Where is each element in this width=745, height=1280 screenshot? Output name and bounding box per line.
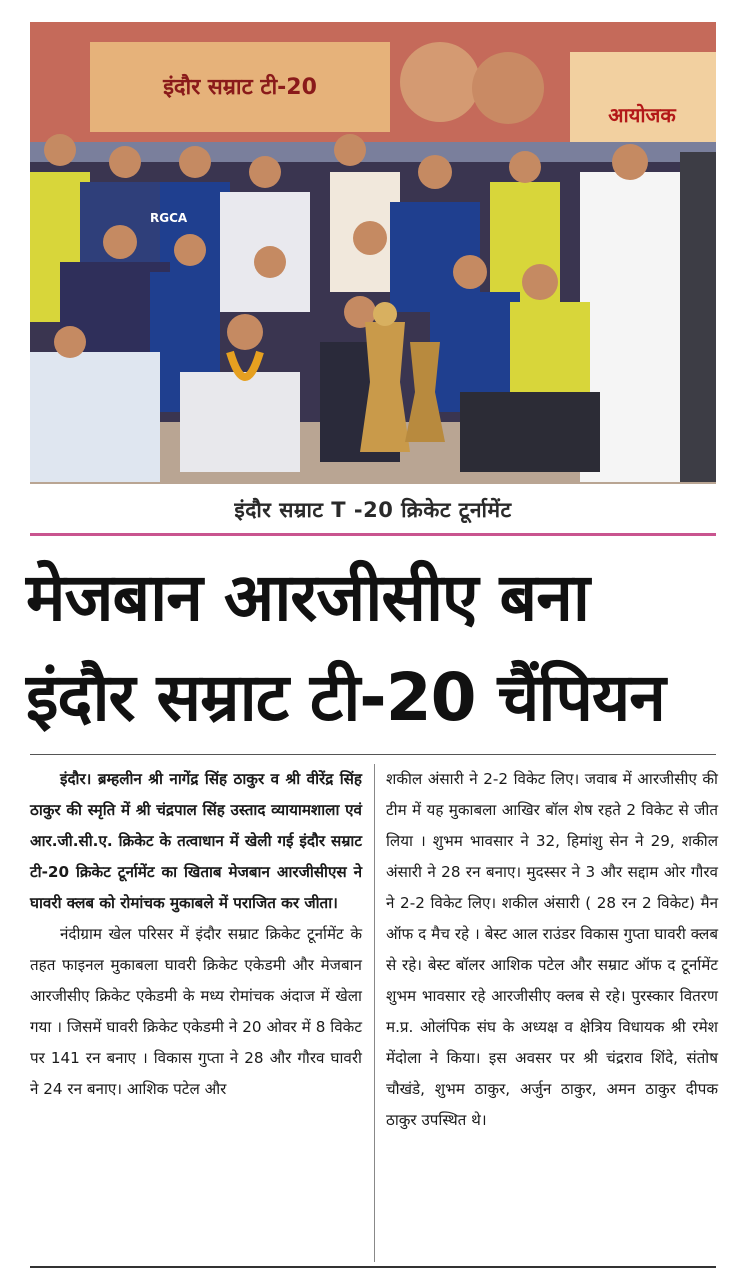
headline-line-2: इंदौर सम्राट टी-20 चैंपियन bbox=[26, 659, 665, 736]
banner-right-text: आयोजक bbox=[608, 103, 676, 127]
team-photo-illustration bbox=[30, 22, 716, 484]
article-column-left bbox=[30, 764, 362, 1105]
kicker-label: इंदौर सम्राट T -20 क्रिकेट टूर्नामेंट bbox=[234, 498, 512, 522]
article-paragraph-match: नंदीग्राम खेल परिसर में इंदौर सम्राट क्रिकेट टूर्नामेंट के तहत फाइनल मुकाबला घावरी क्रिकेट एकेडमी और मेजबान आरजीसीए क्रिकेट एकेडमी के मध्य रोमांचक अंदाज में खेला गया । जिसमें घावरी क्रिकेट एकेडमी ने 20 ओवर में 8 विकेट पर 141 रन बनाए । विकास गुप्ता ने 28 और गौरव घावरी ने 24 रन बनाए। आशिक पटेल और bbox=[30, 925, 362, 1098]
team-photo bbox=[30, 22, 716, 484]
kicker-divider bbox=[30, 533, 716, 536]
banner-title-text: इंदौर सम्राट टी-20 bbox=[163, 75, 317, 100]
article-column-right bbox=[386, 764, 718, 1136]
page-bottom-rule bbox=[30, 1266, 716, 1268]
article-paragraph-result: शकील अंसारी ने 2-2 विकेट लिए। जवाब में आरजीसीए की टीम में यह मुकाबला आखिर बॉल शेष रहते 2 विकेट से जीत लिया । शुभम भावसार ने 32, हिमांशु सेन ने 29, शकील अंसारी ने 28 रन बनाए। मुदस्सर ने 3 और सद्दाम ओर गौरव ने 2-2 विकेट लिए। शकील अंसारी ( 28 रन 2 विकेट) मैन ऑफ द मैच रहे । बेस्ट आल राउंडर विकास गुप्ता घावरी क्लब से रहे। बेस्ट बॉलर आशिक पटेल और सम्राट ऑफ द टूर्नामेंट शुभम भावसार रहे आरजीसीए क्लब से रहे। पुरस्कार वितरण म.प्र. ओलंपिक संघ के अध्यक्ष व क्षेत्रिय विधायक श्री रमेश मेंदोला ने किया। इस अवसर पर श्री चंद्रराव शिंदे, संतोष चौखंडे, शुभम ठाकुर, अर्जुन ठाकुर, अमन ठाकुर दीपक ठाकुर उपस्थित थे। bbox=[386, 770, 718, 1129]
article-paragraph-intro: इंदौर। ब्रम्हलीन श्री नागेंद्र सिंह ठाकुर व श्री वीरेंद्र सिंह ठाकुर की स्मृति में श्री चंद्रपाल सिंह उस्ताद व्यायामशाला एवं आर.जी.सी.ए. क्रिकेट के तत्वाधान में खेली गई इंदौर सम्राट टी-20 क्रिकेट टूर्नामेंट का खिताब मेजबान आरजीसीएस ने घावरी क्लब को रोमांचक मुकाबले में पराजित कर जीता। bbox=[30, 770, 362, 912]
column-divider bbox=[374, 764, 375, 1262]
headline-line-1: मेजबान आरजीसीए बना bbox=[26, 559, 589, 636]
jersey-text: RGCA bbox=[150, 211, 188, 225]
article-top-rule bbox=[30, 754, 716, 755]
